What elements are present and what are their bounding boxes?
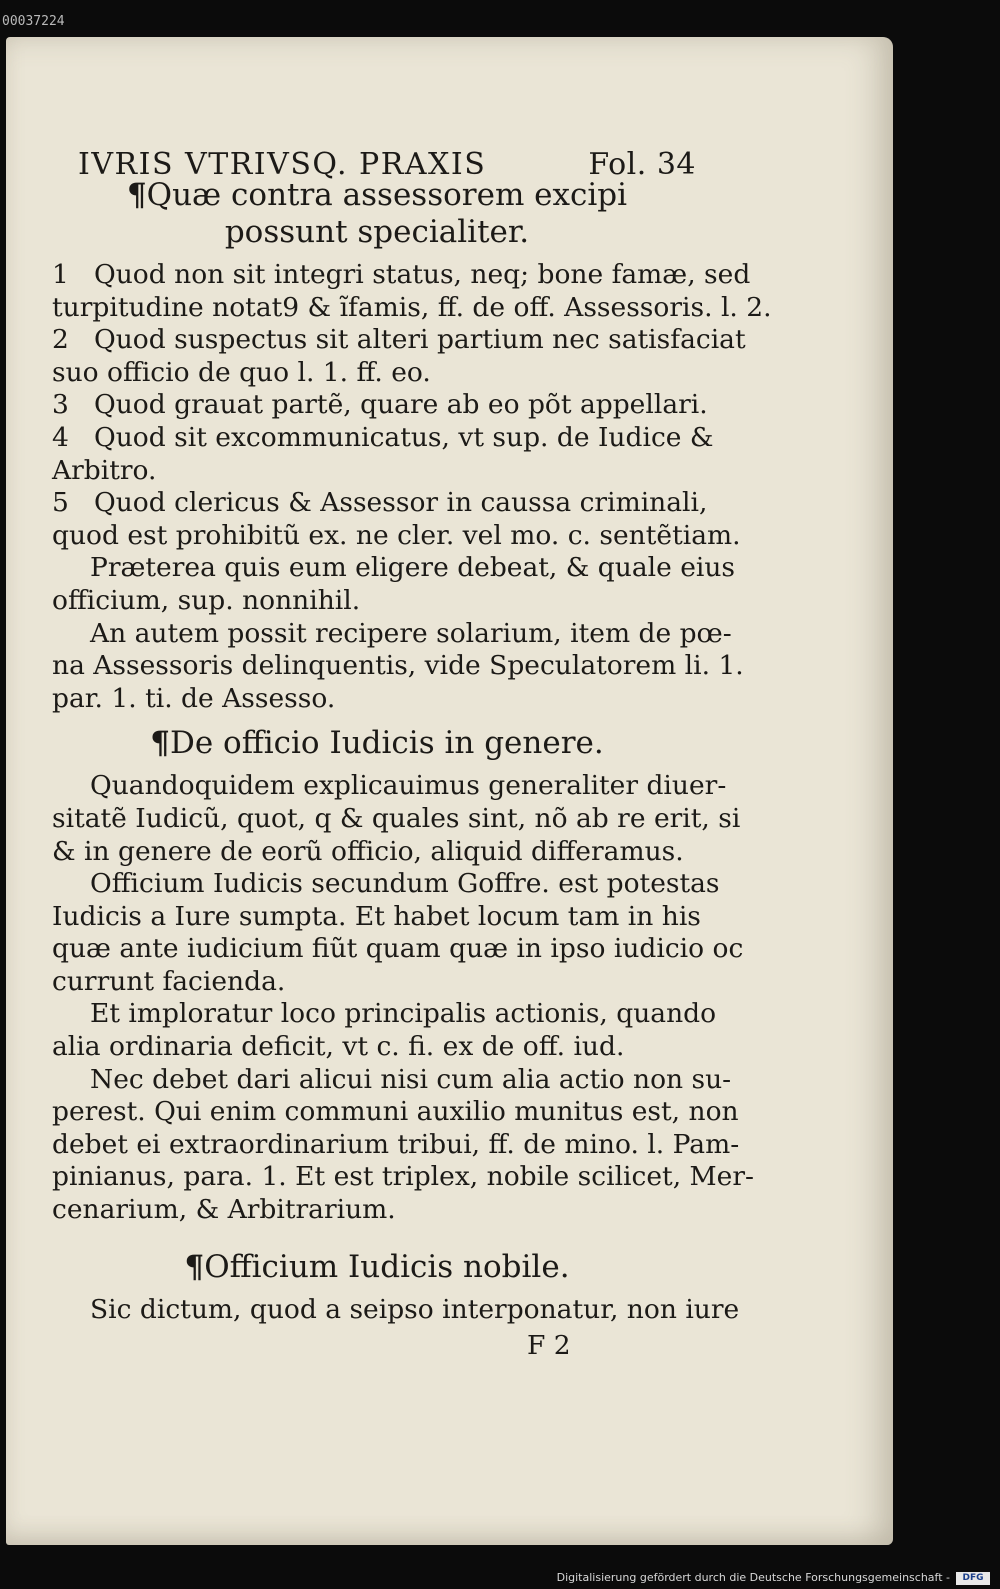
- text-line: Quod suspectus sit alteri partium nec satisfaciat: [94, 324, 746, 356]
- list-item: [52, 389, 708, 422]
- text-line: sitatẽ Iudicũ, quot, q & quales sint, nõ ab re erit, si: [52, 802, 741, 834]
- paragraph: [52, 868, 744, 998]
- text-line: cenarium, & Arbitrarium.: [52, 1194, 396, 1226]
- page-footer: [52, 1330, 702, 1370]
- item-number: 5: [52, 487, 69, 519]
- item-number: 3: [52, 389, 69, 421]
- section-heading-noble-office: [52, 1249, 702, 1286]
- section-heading-assessor: [52, 177, 702, 251]
- paragraph: [52, 1063, 754, 1227]
- text-line: suo officio de quo l. 1. ff. eo.: [52, 356, 431, 388]
- text-line: Arbitro.: [52, 454, 157, 486]
- text-line: na Assessoris delinquentis, vide Speculatorem li. 1.: [52, 650, 744, 682]
- text-line: Præterea quis eum eligere debeat, & quale eius: [90, 552, 736, 584]
- text-line: turpitudine notat9 & ĩfamis, ff. de off. Assessoris. l. 2.: [52, 291, 772, 323]
- text-line: Nec debet dari alicui nisi cum alia actio non su-: [90, 1063, 732, 1095]
- text-line: quod est prohibitũ ex. ne cler. vel mo. c. sentẽtiam.: [52, 519, 741, 551]
- dfg-logo-icon: DFG: [956, 1572, 990, 1585]
- paragraph: [52, 1293, 740, 1327]
- text-line: par. 1. ti. de Assesso.: [52, 682, 336, 714]
- paragraph: [52, 552, 736, 617]
- item-number: 2: [52, 324, 69, 356]
- heading-line: De officio Iudicis in genere.: [170, 725, 604, 762]
- folio-number: Fol. 34: [588, 147, 696, 182]
- list-item: [52, 487, 741, 552]
- heading-line: Officium Iudicis nobile.: [204, 1248, 570, 1285]
- running-header: [52, 115, 702, 182]
- text-line: pinianus, para. 1. Et est triplex, nobile scilicet, Mer-: [52, 1161, 754, 1193]
- page-text: [52, 115, 772, 1370]
- text-line: Quandoquidem explicauimus generaliter diuer-: [90, 770, 727, 802]
- list-item: [52, 324, 746, 389]
- scan-id: 00037224: [2, 14, 65, 29]
- signature-mark: F 2: [527, 1330, 571, 1362]
- paragraph: [52, 770, 741, 868]
- funding-credit: Digitalisierung gefördert durch die Deutsche Forschungsgemeinschaft -: [556, 1571, 950, 1584]
- pilcrow-icon: ¶: [150, 725, 170, 762]
- text-line: & in genere de eorũ officio, aliquid differamus.: [52, 835, 684, 867]
- list-item: [52, 421, 714, 487]
- text-line: alia ordinaria deficit, vt c. fi. ex de off. iud.: [52, 1031, 625, 1063]
- pilcrow-icon: ¶: [184, 1248, 205, 1285]
- heading-line: possunt specialiter.: [224, 214, 530, 250]
- numbered-list: [52, 259, 772, 552]
- text-line: Iudicis a Iure sumpta. Et habet locum tam in his: [52, 900, 701, 932]
- list-item: [52, 259, 772, 324]
- paragraph: [52, 998, 717, 1063]
- running-title: IVRIS VTRIVSQ. PRAXIS: [78, 147, 487, 182]
- text-line: Officium Iudicis secundum Goffre. est potestas: [90, 868, 720, 900]
- text-line: Quod non sit integri status, neq; bone famæ, sed: [94, 259, 751, 290]
- item-number: 4: [52, 421, 69, 453]
- pilcrow-icon: ¶: [126, 177, 147, 213]
- text-line: Quod clericus & Assessor in caussa criminali,: [94, 487, 708, 519]
- text-line: Et imploratur loco principalis actionis, quando: [90, 998, 717, 1030]
- section-heading-office: [52, 725, 702, 762]
- text-line: Quod sit excommunicatus, vt sup. de Iudice &: [94, 421, 714, 453]
- text-line: quæ ante iudicium fiũt quam quæ in ipso iudicio oc: [52, 933, 744, 965]
- text-line: Quod grauat partẽ, quare ab eo põt appellari.: [94, 389, 708, 421]
- paragraph: [52, 617, 744, 716]
- text-line: perest. Qui enim communi auxilio munitus est, non: [52, 1096, 739, 1128]
- text-line: officium, sup. nonnihil.: [52, 584, 361, 616]
- text-line: currunt facienda.: [52, 965, 286, 997]
- text-line: An autem possit recipere solarium, item de pœ-: [90, 617, 732, 649]
- item-number: 1: [52, 259, 69, 290]
- heading-line: Quæ contra assessorem excipi: [146, 177, 628, 213]
- text-line: Sic dictum, quod a seipso interponatur, non iure: [90, 1293, 740, 1325]
- book-page: [6, 37, 893, 1545]
- text-line: debet ei extraordinarium tribui, ff. de mino. l. Pam-: [52, 1128, 740, 1160]
